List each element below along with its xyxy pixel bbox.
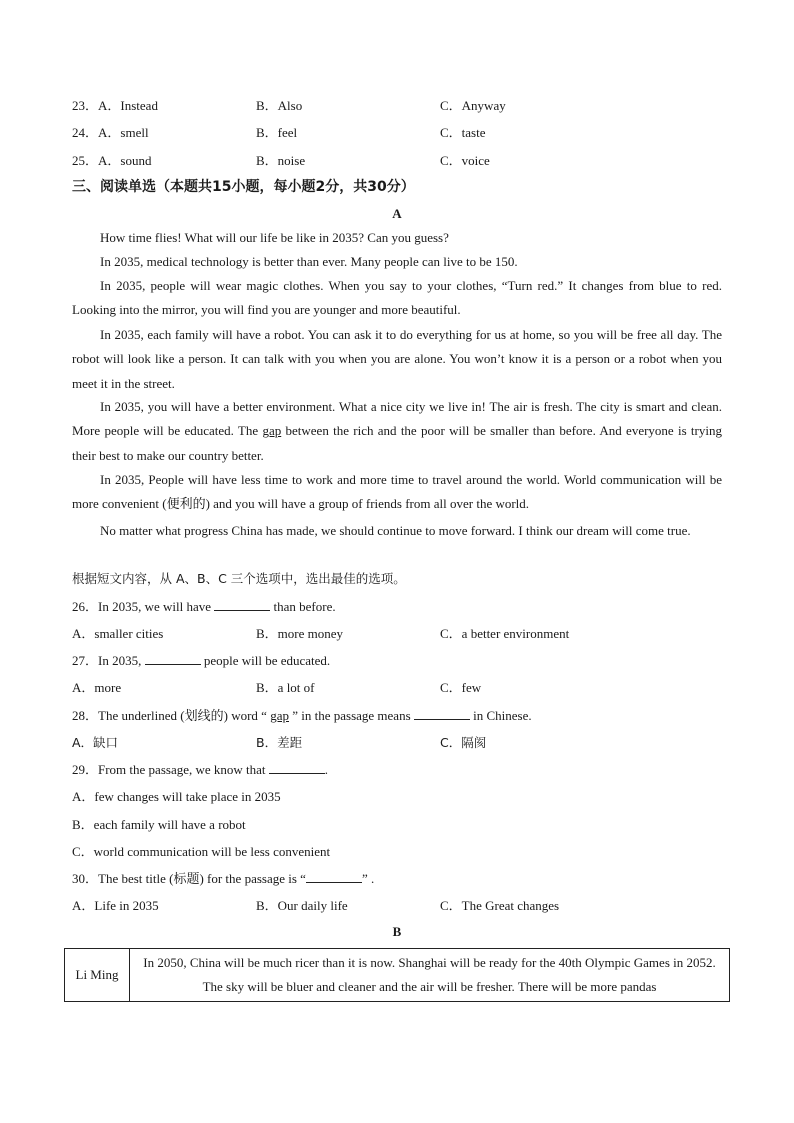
answer-blank[interactable] xyxy=(306,870,362,883)
question-28-options xyxy=(72,733,732,753)
question-29-stem: 29．From the passage, we know that . xyxy=(72,762,329,777)
question-25 xyxy=(72,151,732,171)
q29-option-a[interactable]: A．few changes will take place in 2035 xyxy=(72,789,281,804)
passage-a-label: A xyxy=(392,206,402,221)
answer-blank[interactable] xyxy=(145,652,201,665)
question-27-options xyxy=(72,678,732,698)
q30-option-c[interactable]: C．The Great changes xyxy=(440,898,560,913)
passage-a-p6: In 2035, People will have less time to work and more time to travel around the world. World communication will be more convenient (便利的) and you will have a group of friends from all over the world. xyxy=(72,472,722,512)
q29-option-b[interactable]: B．each family will have a robot xyxy=(72,817,246,832)
passage-a-p7: No matter what progress China has made, we should continue to move forward. I think our dream will come true. xyxy=(100,523,691,538)
q28-option-b[interactable]: B．差距 xyxy=(256,735,303,750)
q26-option-b[interactable]: B．more money xyxy=(256,626,344,641)
q29-option-c[interactable]: C．world communication will be less convenient xyxy=(72,844,331,859)
passage-a-p5: In 2035, you will have a better environment. What a nice city we live in! The air is fresh. The city is smart and clean. More people will be educated. The gap between the rich and the poor will be smaller than before. And everyone is trying their best to make our country better. xyxy=(72,399,722,463)
passage-b-table xyxy=(64,948,730,1002)
q26-option-c[interactable]: C．a better environment xyxy=(440,626,570,641)
q27-option-a[interactable]: A．more xyxy=(72,680,122,695)
q23-option-a[interactable]: 23．A．Instead xyxy=(72,98,158,113)
passage-a-p1: How time flies! What will our life be like in 2035? Can you guess? xyxy=(100,230,449,245)
passage-a-p4: In 2035, each family will have a robot. You can ask it to do everything for us at home, so you will be free all day. The robot will look like a person. It can talk with you when you are alone. You won’t know it is a person or a robot when you meet it in the street. xyxy=(72,327,722,391)
passage-a-p2: In 2035, medical technology is better than ever. Many people can live to be 150. xyxy=(100,254,518,269)
question-26-options xyxy=(72,624,732,644)
speaker-name: Li Ming xyxy=(65,949,130,1002)
q30-option-b[interactable]: B．Our daily life xyxy=(256,898,348,913)
underlined-word-gap: gap xyxy=(262,423,282,439)
question-23 xyxy=(72,96,732,116)
table-row xyxy=(65,949,730,1002)
answer-blank[interactable] xyxy=(269,761,325,774)
q23-option-c[interactable]: C．Anyway xyxy=(440,98,506,113)
q24-option-c[interactable]: C．taste xyxy=(440,125,486,140)
speaker-text: In 2050, China will be much ricer than it is now. Shanghai will be ready for the 40th Olympic Games in 2052. The sky will be bluer and cleaner and the air will be fresher. There will be more pandas xyxy=(130,949,730,1002)
question-26-stem: 26．In 2035, we will have than before. xyxy=(72,599,336,614)
passage-b-label: B xyxy=(392,924,402,939)
q28-option-a[interactable]: A．缺口 xyxy=(72,735,119,750)
question-30-options xyxy=(72,896,732,916)
question-28-stem: 28．The underlined (划线的) word “ gap ” in the passage means in Chinese. xyxy=(72,708,532,723)
q28-option-c[interactable]: C．隔阂 xyxy=(440,735,487,750)
q25-option-c[interactable]: C．voice xyxy=(440,153,490,168)
question-30-stem: 30．The best title (标题) for the passage is “ ” . xyxy=(72,871,375,886)
answer-blank[interactable] xyxy=(214,598,270,611)
q27-option-c[interactable]: C．few xyxy=(440,680,482,695)
section-title: 三、阅读单选（本题共15小题，每小题2分，共30分） xyxy=(72,179,415,195)
question-27-stem: 27．In 2035, people will be educated. xyxy=(72,653,331,668)
question-24 xyxy=(72,123,732,143)
q27-option-b[interactable]: B．a lot of xyxy=(256,680,315,695)
passage-a-p3: In 2035, people will wear magic clothes. When you say to your clothes, “Turn red.” It changes from blue to red. Looking into the mirror, you will find you are younger and more beautiful. xyxy=(72,278,722,318)
q25-option-b[interactable]: B．noise xyxy=(256,153,306,168)
instruction: 根据短文内容，从 A、B、C 三个选项中，选出最佳的选项。 xyxy=(72,571,406,586)
answer-blank[interactable] xyxy=(414,707,470,720)
q30-option-a[interactable]: A．Life in 2035 xyxy=(72,898,159,913)
q24-option-b[interactable]: B．feel xyxy=(256,125,298,140)
q25-option-a[interactable]: 25．A．sound xyxy=(72,153,152,168)
q26-option-a[interactable]: A．smaller cities xyxy=(72,626,164,641)
q23-option-b[interactable]: B．Also xyxy=(256,98,303,113)
q24-option-a[interactable]: 24．A．smell xyxy=(72,125,149,140)
